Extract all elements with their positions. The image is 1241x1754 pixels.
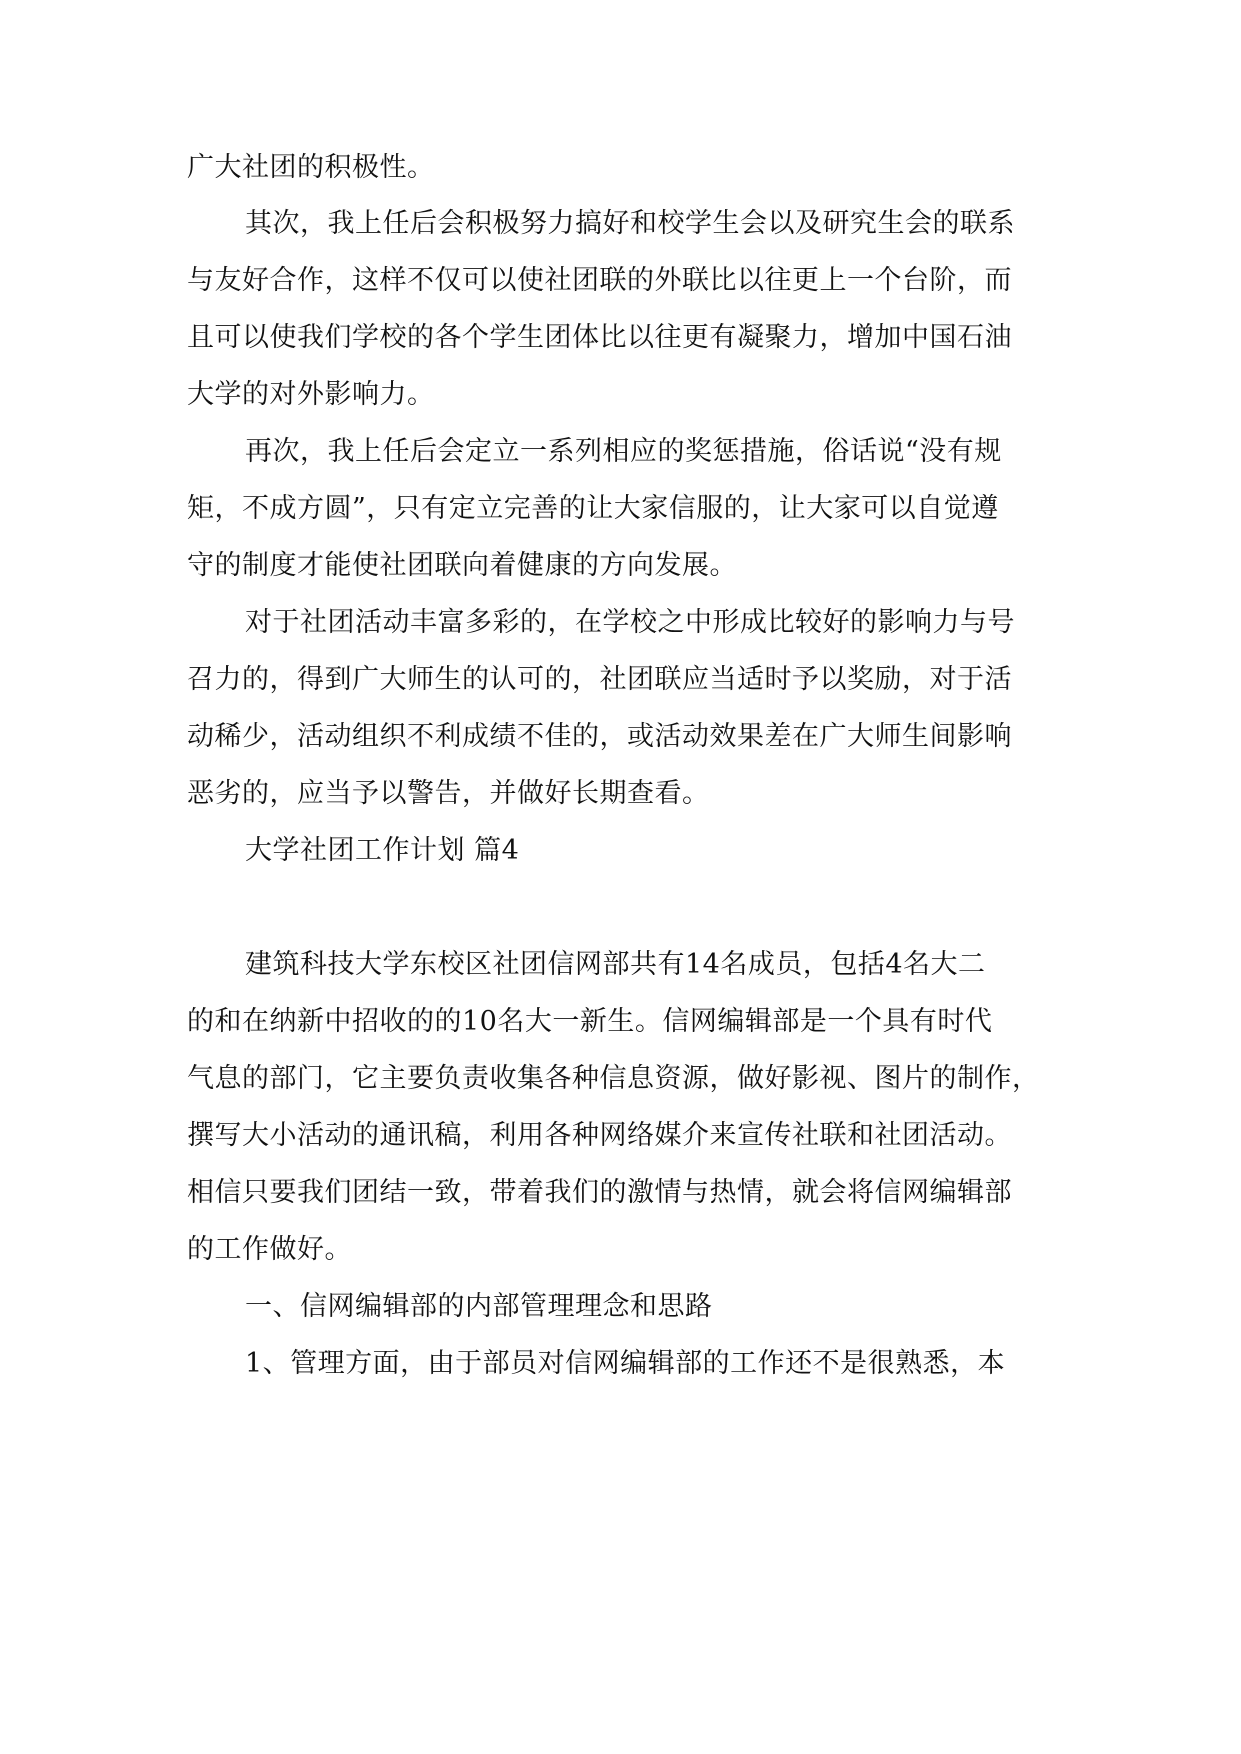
text-line: 的工作做好。: [187, 1234, 352, 1265]
text-line: 广大社团的积极性。: [187, 152, 435, 183]
text-line: 相信只要我们团结一致，带着我们的激情与热情，就会将信网编辑部: [187, 1177, 1012, 1208]
text-line: 恶劣的，应当予以警告，并做好长期查看。: [187, 778, 710, 809]
section-heading: 大学社团工作计划 篇4: [245, 835, 520, 866]
text-line: 守的制度才能使社团联向着健康的方向发展。: [187, 550, 737, 581]
subsection-heading: 一、信网编辑部的内部管理理念和思路: [245, 1291, 713, 1322]
text-line: 的和在纳新中招收的的10名大一新生。信网编辑部是一个具有时代: [187, 1006, 993, 1037]
text-line: 撰写大小活动的通讯稿，利用各种网络媒介来宣传社联和社团活动。: [187, 1120, 1012, 1151]
text-line: 大学的对外影响力。: [187, 379, 435, 410]
paragraph-first-line: 再次，我上任后会定立一系列相应的奖惩措施，俗话说“没有规: [245, 436, 1002, 467]
paragraph-first-line: 对于社团活动丰富多彩的，在学校之中形成比较好的影响力与号: [245, 607, 1015, 638]
text-line: 与友好合作，这样不仅可以使社团联的外联比以往更上一个台阶，而: [187, 265, 1012, 296]
text-line: 动稀少，活动组织不利成绩不佳的，或活动效果差在广大师生间影响: [187, 721, 1012, 752]
paragraph-first-line: 其次，我上任后会积极努力搞好和校学生会以及研究生会的联系: [245, 208, 1015, 239]
paragraph-first-line: 1、管理方面，由于部员对信网编辑部的工作还不是很熟悉，本: [245, 1348, 1006, 1379]
paragraph-first-line: 建筑科技大学东校区社团信网部共有14名成员，包括4名大二: [245, 949, 986, 980]
text-line: 气息的部门，它主要负责收集各种信息资源，做好影视、图片的制作，: [187, 1063, 1040, 1094]
text-line: 且可以使我们学校的各个学生团体比以往更有凝聚力，增加中国石油: [187, 322, 1012, 353]
text-line: 矩，不成方圆”，只有定立完善的让大家信服的，让大家可以自觉遵: [187, 493, 999, 524]
text-line: 召力的，得到广大师生的认可的，社团联应当适时予以奖励，对于活: [187, 664, 1012, 695]
